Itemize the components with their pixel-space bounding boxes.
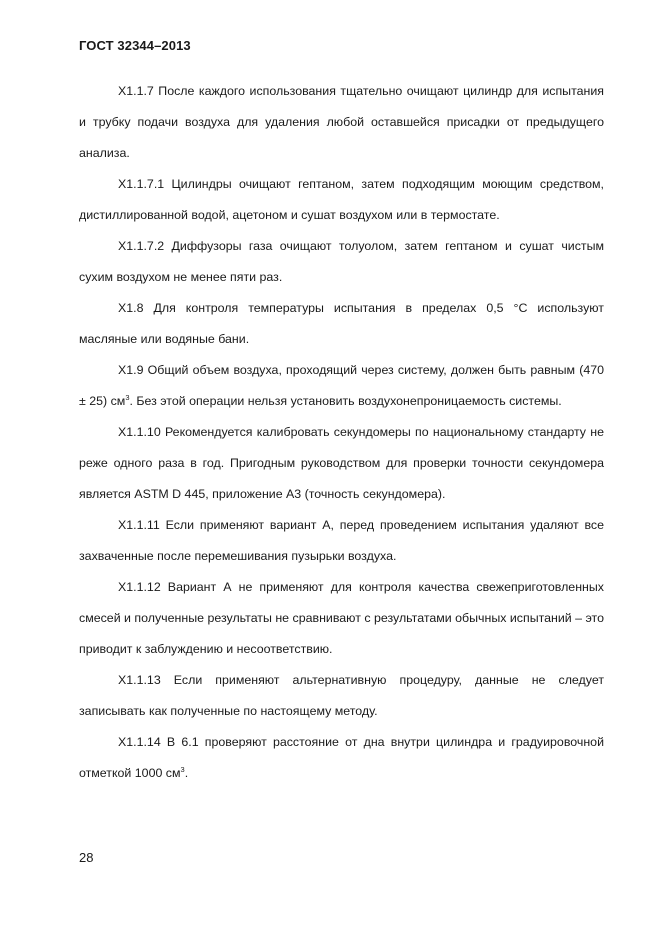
paragraph-x1-1-12: X1.1.12 Вариант А не применяют для контроля качества свежеприготовленных смесей и полученные результаты не сравнивают с результатами обычных испытаний – это приводит к заблуждению и несоответствию. bbox=[79, 580, 604, 656]
paragraph-x1-1-14 bbox=[79, 727, 604, 789]
paragraph-x1-8: X1.8 Для контроля температуры испытания в пределах 0,5 °С используют масляные или водяные бани. bbox=[79, 301, 604, 346]
paragraph-x1-9-text-start: X1.9 Общий объем воздуха, проходящий через систему, должен быть равным (470 ± 25) см bbox=[79, 363, 604, 408]
paragraph-x1-9-superscript: 3 bbox=[125, 393, 130, 402]
paragraph-x1-1-14-text-start: X1.1.14 В 6.1 проверяют расстояние от дна внутри цилиндра и градуировочной отметкой 1000 см bbox=[79, 735, 604, 780]
paragraph-x1-9 bbox=[79, 355, 604, 417]
page-number: 28 bbox=[79, 850, 94, 865]
paragraph-x1-9-text-end: . Без этой операции нельзя установить воздухонепроницаемость системы. bbox=[129, 394, 562, 408]
paragraph-x1-1-13: X1.1.13 Если применяют альтернативную процедуру, данные не следует записывать как полученные по настоящему методу. bbox=[79, 673, 604, 718]
paragraph-x1-1-14-superscript: 3 bbox=[180, 765, 185, 774]
paragraph-x1-1-7: X1.1.7 После каждого использования тщательно очищают цилиндр для испытания и трубку подачи воздуха для удаления любой оставшейся присадки от предыдущего анализа. bbox=[79, 84, 604, 160]
paragraph-x1-1-14-text-end: . bbox=[184, 766, 189, 780]
paragraph-x1-1-11: X1.1.11 Если применяют вариант А, перед проведением испытания удаляют все захваченные после перемешивания пузырьки воздуха. bbox=[79, 518, 604, 563]
paragraph-x1-1-7-2: X1.1.7.2 Диффузоры газа очищают толуолом, затем гептаном и сушат чистым сухим воздухом не менее пяти раз. bbox=[79, 239, 604, 284]
paragraph-x1-1-7-1: X1.1.7.1 Цилиндры очищают гептаном, затем подходящим моющим средством, дистиллированной водой, ацетоном и сушат воздухом или в термостате. bbox=[79, 177, 604, 222]
document-body bbox=[79, 76, 604, 789]
paragraph-x1-1-10: X1.1.10 Рекомендуется калибровать секундомеры по национальному стандарту не реже одного раза в год. Пригодным руководством для проверки точности секундомера является ASTM D 445, приложение A3 (точность секундомера). bbox=[79, 425, 604, 501]
document-header: ГОСТ 32344–2013 bbox=[79, 38, 191, 53]
